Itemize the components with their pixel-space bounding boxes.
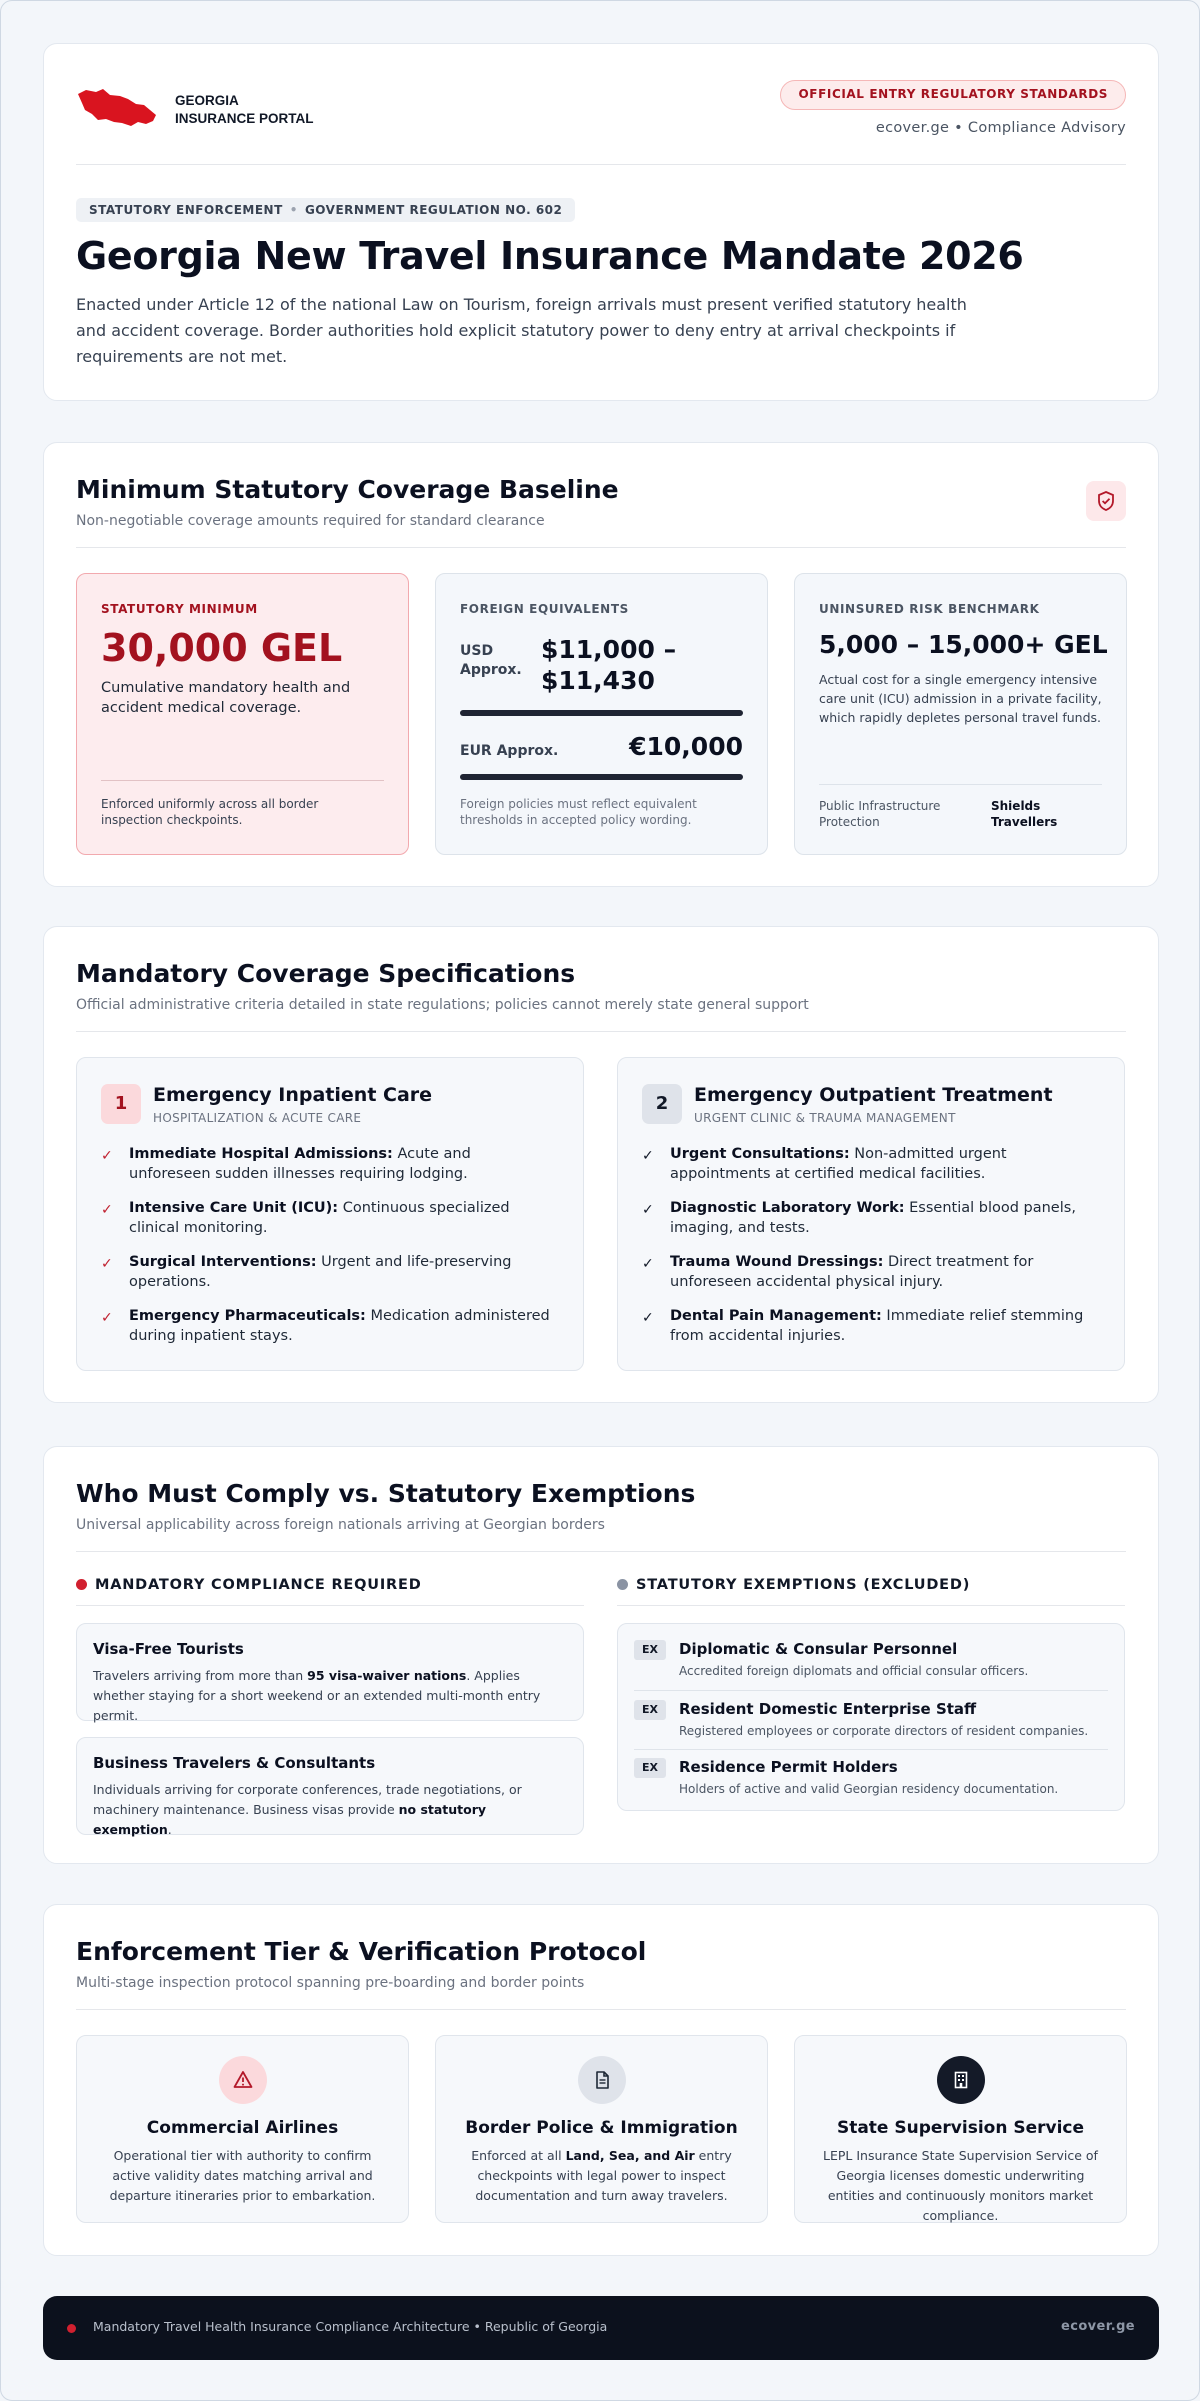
specs-subtitle: Official administrative criteria detailed in state regulations; policies cannot merely state general support xyxy=(76,997,809,1013)
check-icon: ✓ xyxy=(101,1310,113,1326)
foreign-equivalents-box xyxy=(435,573,768,855)
box-divider xyxy=(819,784,1102,785)
coverage-specifications-card xyxy=(43,926,1159,1403)
business-travelers-box xyxy=(76,1737,584,1835)
statutory-minimum-label: STATUTORY MINIMUM xyxy=(101,602,258,616)
foreign-equivalents-foot: Foreign policies must reflect equivalent thresholds in accepted policy wording. xyxy=(460,797,697,827)
column-divider xyxy=(76,1605,584,1606)
header-card xyxy=(43,43,1159,401)
exemption-badge: EX xyxy=(634,1758,666,1778)
exemptions-box xyxy=(617,1623,1125,1811)
outpatient-treatment-list xyxy=(642,1144,1092,1360)
footer-text: Mandatory Travel Health Insurance Compliance Architecture • Republic of Georgia xyxy=(93,2319,608,2334)
list-item: ✓ Surgical Interventions: Urgent and life-preserving operations. xyxy=(101,1254,512,1290)
mandatory-compliance-heading: MANDATORY COMPLIANCE REQUIRED xyxy=(76,1577,422,1593)
inpatient-care-list xyxy=(101,1144,551,1360)
foreign-equivalents-label: FOREIGN EQUIVALENTS xyxy=(460,602,629,616)
red-dot-icon xyxy=(76,1579,87,1590)
uninsured-risk-desc: Actual cost for a single emergency intensive care unit (ICU) admission in a private facility, which rapidly depletes personal travel funds. xyxy=(819,672,1102,725)
commercial-airlines-desc: Operational tier with authority to confirm active validity dates matching arrival and departure itineraries prior to embarkation. xyxy=(109,2148,376,2203)
enforcement-card xyxy=(43,1904,1159,2256)
enforce-subtitle: Multi-stage inspection protocol spanning pre-boarding and border points xyxy=(76,1975,585,1991)
step-number-badge: 1 xyxy=(101,1084,141,1124)
exemption-badge: EX xyxy=(634,1700,666,1720)
lead-paragraph: Enacted under Article 12 of the national Law on Tourism, foreign arrivals must present verified statutory health and accident coverage. Border authorities hold explicit statutory power to deny entry at arrival checkpoints if requirements are not met. xyxy=(76,295,967,366)
document-icon xyxy=(578,2056,626,2104)
list-item: ✓ Dental Pain Management: Immediate relief stemming from accidental injuries. xyxy=(642,1308,1084,1344)
footer-bar xyxy=(43,2296,1159,2360)
list-item: ✓ Intensive Care Unit (ICU): Continuous specialized clinical monitoring. xyxy=(101,1200,510,1236)
exemption-badge: EX xyxy=(634,1640,666,1660)
check-icon: ✓ xyxy=(101,1202,113,1218)
check-icon: ✓ xyxy=(642,1256,654,1272)
inpatient-care-column xyxy=(76,1057,584,1371)
baseline-divider xyxy=(76,547,1126,548)
business-travelers-desc: Individuals arriving for corporate conferences, trade negotiations, or machinery maintenance. Business visas provide no statutory exemption. xyxy=(93,1782,522,1837)
brand-name: GEORGIA INSURANCE PORTAL xyxy=(175,93,314,126)
exemption-divider xyxy=(634,1749,1108,1750)
comply-divider xyxy=(76,1551,1126,1552)
statutory-minimum-value: 30,000 GEL xyxy=(101,626,343,670)
box-divider xyxy=(101,780,384,781)
visa-free-tourists-title: Visa-Free Tourists xyxy=(93,1640,244,1658)
commercial-airlines-box xyxy=(76,2035,409,2223)
shields-travellers-label: Shields Travellers xyxy=(991,799,1058,829)
uninsured-risk-box xyxy=(794,573,1127,855)
comply-subtitle: Universal applicability across foreign nationals arriving at Georgian borders xyxy=(76,1517,605,1533)
exemption-desc: Holders of active and valid Georgian residency documentation. xyxy=(679,1782,1059,1796)
grey-dot-icon xyxy=(617,1579,628,1590)
list-item: ✓ Emergency Pharmaceuticals: Medication administered during inpatient stays. xyxy=(101,1308,550,1344)
business-travelers-title: Business Travelers & Consultants xyxy=(93,1754,376,1772)
exemption-divider xyxy=(634,1690,1108,1691)
border-police-box xyxy=(435,2035,768,2223)
exemption-title: Residence Permit Holders xyxy=(679,1758,898,1776)
header-divider xyxy=(76,164,1126,165)
outpatient-treatment-column xyxy=(617,1057,1125,1371)
uninsured-risk-label: UNINSURED RISK BENCHMARK xyxy=(819,602,1040,616)
usd-label: USD Approx. xyxy=(460,643,522,678)
exemption-title: Diplomatic & Consular Personnel xyxy=(679,1640,958,1658)
statutory-minimum-desc: Cumulative mandatory health and accident medical coverage. xyxy=(101,680,351,716)
column-divider xyxy=(617,1605,1125,1606)
state-supervision-title: State Supervision Service xyxy=(836,2118,1085,2138)
uninsured-risk-value: 5,000 – 15,000+ GEL xyxy=(819,630,1108,659)
exemption-title: Resident Domestic Enterprise Staff xyxy=(679,1700,977,1718)
warning-icon xyxy=(219,2056,267,2104)
visa-free-tourists-box xyxy=(76,1623,584,1721)
statutory-exemptions-heading: STATUTORY EXEMPTIONS (EXCLUDED) xyxy=(617,1577,970,1593)
official-standards-badge: OFFICIAL ENTRY REGULATORY STANDARDS xyxy=(780,80,1126,110)
border-police-title: Border Police & Immigration xyxy=(465,2118,738,2138)
check-icon: ✓ xyxy=(101,1256,113,1272)
statutory-minimum-box xyxy=(76,573,409,855)
georgia-map-logo-icon xyxy=(76,86,158,128)
commercial-airlines-title: Commercial Airlines xyxy=(146,2118,339,2138)
outpatient-treatment-title: Emergency Outpatient Treatment xyxy=(694,1084,1053,1106)
red-dot-icon xyxy=(67,2324,76,2333)
border-police-desc: Enforced at all Land, Sea, and Air entry checkpoints with legal power to inspect documentation and turn away travelers. xyxy=(471,2148,732,2203)
exemption-desc: Accredited foreign diplomats and official consular officers. xyxy=(679,1664,1029,1678)
check-icon: ✓ xyxy=(642,1148,654,1164)
exemption-desc: Registered employees or corporate directors of resident companies. xyxy=(679,1724,1089,1738)
eur-label: EUR Approx. xyxy=(460,743,559,759)
usd-value: $11,000 – $11,430 xyxy=(541,635,677,695)
check-icon: ✓ xyxy=(101,1148,113,1164)
state-supervision-box xyxy=(794,2035,1127,2223)
list-item: ✓ Diagnostic Laboratory Work: Essential blood panels, imaging, and tests. xyxy=(642,1200,1076,1236)
step-number-badge: 2 xyxy=(642,1084,682,1124)
compliance-card xyxy=(43,1446,1159,1864)
shield-check-icon xyxy=(1086,481,1126,521)
outpatient-treatment-subtitle: URGENT CLINIC & TRAUMA MANAGEMENT xyxy=(694,1111,956,1125)
list-item: ✓ Trauma Wound Dressings: Direct treatment for unforeseen accidental physical injury. xyxy=(642,1254,1034,1290)
comply-title: Who Must Comply vs. Statutory Exemptions xyxy=(76,1479,696,1508)
baseline-title: Minimum Statutory Coverage Baseline xyxy=(76,475,619,504)
eur-value: €10,000 xyxy=(629,732,743,761)
visa-free-tourists-desc: Travelers arriving from more than 95 visa-waiver nations. Applies whether staying for a short weekend or an extended multi-month entry permit. xyxy=(93,1668,541,1723)
check-icon: ✓ xyxy=(642,1202,654,1218)
inpatient-care-title: Emergency Inpatient Care xyxy=(153,1084,433,1106)
inpatient-care-subtitle: HOSPITALIZATION & ACUTE CARE xyxy=(153,1111,362,1125)
list-item: ✓ Urgent Consultations: Non-admitted urgent appointments at certified medical facilities. xyxy=(642,1146,1007,1182)
page-title: Georgia New Travel Insurance Mandate 2026 xyxy=(76,234,1024,278)
compliance-advisory-text: ecover.ge • Compliance Advisory xyxy=(875,120,1126,136)
building-icon xyxy=(937,2056,985,2104)
specs-divider xyxy=(76,1031,1126,1032)
state-supervision-desc: LEPL Insurance State Supervision Service of Georgia licenses domestic underwriting entities and continuously monitors market compliance. xyxy=(823,2148,1098,2223)
coverage-baseline-card xyxy=(43,442,1159,887)
statutory-minimum-foot: Enforced uniformly across all border inspection checkpoints. xyxy=(101,797,319,827)
public-infrastructure-label: Public Infrastructure Protection xyxy=(819,799,941,829)
check-icon: ✓ xyxy=(642,1310,654,1326)
footer-brand-link[interactable]: ecover.ge xyxy=(1061,2319,1135,2334)
specs-title: Mandatory Coverage Specifications xyxy=(76,959,576,988)
baseline-subtitle: Non-negotiable coverage amounts required for standard clearance xyxy=(76,513,545,529)
list-item: ✓ Immediate Hospital Admissions: Acute and unforeseen sudden illnesses requiring lodging. xyxy=(101,1146,471,1182)
eur-bar xyxy=(460,774,743,780)
usd-bar xyxy=(460,710,743,716)
enforce-divider xyxy=(76,2009,1126,2010)
enforce-title: Enforcement Tier & Verification Protocol xyxy=(76,1937,647,1966)
regulation-tag: STATUTORY ENFORCEMENT • GOVERNMENT REGULATION NO. 602 xyxy=(76,198,575,222)
